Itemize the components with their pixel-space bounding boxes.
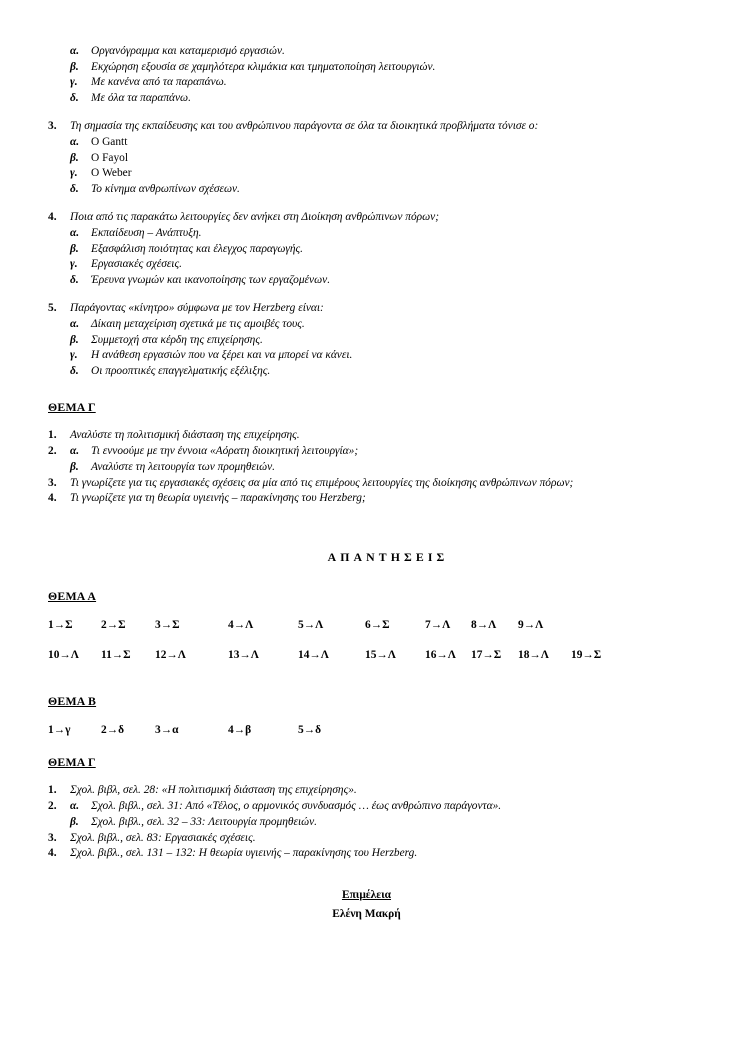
option-row bbox=[48, 257, 688, 273]
option-label: γ. bbox=[70, 76, 78, 89]
item-text: Σχολ. βιβλ., σελ. 31: Από «Τέλος, ο αρμονικός συνδυασμός … έως ανθρώπινο παράγοντα». bbox=[91, 800, 502, 813]
theme-gamma-question-list bbox=[48, 428, 688, 507]
item-number: 4. bbox=[48, 847, 57, 860]
arrow-icon: → bbox=[370, 619, 383, 632]
option-label: β. bbox=[70, 333, 79, 346]
item-number: 3. bbox=[48, 831, 57, 844]
answer-key-cell bbox=[298, 619, 323, 631]
item-number: 4. bbox=[48, 492, 57, 505]
answer-key-value: Σ bbox=[123, 649, 131, 662]
answer-key-value: Λ bbox=[488, 619, 497, 632]
option-label: β. bbox=[70, 242, 79, 255]
answer-key-cell bbox=[298, 724, 321, 736]
option-row bbox=[48, 242, 688, 258]
answer-key-cell bbox=[101, 619, 126, 631]
item-text: Σχολ. βιβλ., σελ. 131 – 132: Η θεωρία υγιεινής – παρακίνησης του Herzberg. bbox=[70, 847, 418, 860]
question-number: 3. bbox=[48, 120, 57, 133]
theme-gamma-item bbox=[48, 491, 688, 507]
item-text: Τι εννοούμε με την έννοια «Αόρατη διοικητική λειτουργία»; bbox=[91, 445, 359, 458]
answer-key-value: Λ bbox=[540, 649, 549, 662]
answer-key-value: Λ bbox=[250, 649, 259, 662]
answer-key-question-number: 2 bbox=[101, 619, 107, 632]
answer-key-value: Λ bbox=[315, 619, 324, 632]
item-number: 3. bbox=[48, 476, 57, 489]
arrow-icon: → bbox=[53, 724, 66, 737]
option-text: Εξασφάλιση ποιότητας και έλεγχος παραγωγής. bbox=[91, 242, 304, 255]
option-label: γ. bbox=[70, 258, 78, 271]
option-text: Ο Gantt bbox=[91, 135, 128, 148]
option-row bbox=[48, 135, 688, 151]
option-label: γ. bbox=[70, 167, 78, 180]
section-heading-theme-gamma: ΘΕΜΑ Γ bbox=[48, 400, 96, 415]
answer-key-question-number: 5 bbox=[298, 724, 304, 737]
answer-key-question-number: 10 bbox=[48, 649, 60, 662]
arrow-icon: → bbox=[239, 649, 251, 662]
answer-key-cell bbox=[155, 649, 186, 661]
option-text: Ο Fayol bbox=[91, 151, 129, 164]
arrow-icon: → bbox=[233, 619, 246, 632]
answer-key-question-number: 19 bbox=[571, 649, 583, 662]
theme-gamma-answer-item bbox=[48, 783, 688, 799]
option-label: α. bbox=[70, 45, 80, 57]
option-text: Οι προοπτικές επαγγελματικής εξέλιξης. bbox=[91, 364, 271, 377]
answer-key-question-number: 9 bbox=[518, 619, 524, 632]
answer-key-value: δ bbox=[315, 724, 322, 737]
theme-gamma-answer-item bbox=[48, 831, 688, 847]
question-row bbox=[48, 210, 688, 226]
answer-key-question-number: 4 bbox=[228, 724, 234, 737]
option-label: δ. bbox=[70, 182, 79, 195]
answer-key-cell bbox=[48, 649, 79, 661]
item-text: Σχολ. βιβλ, σελ. 28: «Η πολιτισμική διάσταση της επιχείρησης». bbox=[70, 784, 357, 797]
answer-key-cell bbox=[425, 619, 450, 631]
arrow-icon: → bbox=[166, 649, 178, 662]
answer-key-cell bbox=[365, 649, 396, 661]
option-label: β. bbox=[70, 151, 79, 164]
option-label: δ. bbox=[70, 364, 79, 377]
answer-key-row bbox=[48, 619, 688, 649]
option-row bbox=[48, 75, 688, 91]
answer-key-value: δ bbox=[118, 724, 125, 737]
option-row bbox=[48, 348, 688, 364]
theme-gamma-item bbox=[48, 428, 688, 444]
arrow-icon: → bbox=[430, 619, 443, 632]
answer-key-question-number: 15 bbox=[365, 649, 377, 662]
arrow-icon: → bbox=[582, 649, 594, 662]
answer-key-value: Λ bbox=[70, 649, 79, 662]
answer-key-row bbox=[48, 724, 688, 754]
question-row bbox=[48, 301, 688, 317]
answer-key-cell bbox=[48, 619, 73, 631]
option-row bbox=[48, 317, 688, 333]
option-text: Εκπαίδευση – Ανάπτυξη. bbox=[91, 226, 202, 239]
item-text: Σχολ. βιβλ., σελ. 83: Εργασιακές σχέσεις. bbox=[70, 831, 256, 844]
answer-key-cell bbox=[228, 724, 251, 736]
answer-key-cell bbox=[48, 724, 70, 736]
option-row bbox=[48, 273, 688, 289]
arrow-icon: → bbox=[106, 724, 119, 737]
option-row bbox=[48, 333, 688, 349]
item-sublabel: β. bbox=[70, 815, 79, 828]
answer-key-cell bbox=[571, 649, 601, 661]
theme-gamma-answer-item bbox=[48, 815, 688, 831]
answer-key-row bbox=[48, 649, 688, 679]
arrow-icon: → bbox=[476, 619, 489, 632]
option-text: Η ανάθεση εργασιών που να ξέρει και να μπορεί να κάνει. bbox=[91, 349, 353, 362]
option-row bbox=[48, 60, 688, 76]
question-number: 4. bbox=[48, 211, 57, 224]
option-list bbox=[48, 317, 688, 379]
answer-key-question-number: 16 bbox=[425, 649, 437, 662]
item-number: 1. bbox=[48, 429, 57, 442]
arrow-icon: → bbox=[59, 649, 71, 662]
arrow-icon: → bbox=[160, 724, 173, 737]
answer-key-cell bbox=[518, 649, 549, 661]
answer-key-cell bbox=[471, 649, 501, 661]
option-text: Έρευνα γνωμών και ικανοποίησης των εργαζομένων. bbox=[91, 273, 331, 286]
answer-key-value: Λ bbox=[387, 649, 396, 662]
answer-key-cell bbox=[298, 649, 329, 661]
arrow-icon: → bbox=[233, 724, 246, 737]
answer-key-value: Λ bbox=[442, 619, 451, 632]
answers-heading-theme-a: ΘΕΜΑ Α bbox=[48, 589, 97, 604]
answer-key-cell bbox=[365, 619, 390, 631]
option-text: Με κανένα από τα παραπάνω. bbox=[91, 76, 227, 89]
option-row bbox=[48, 44, 688, 60]
arrow-icon: → bbox=[303, 619, 316, 632]
item-text: Σχολ. βιβλ., σελ. 32 – 33: Λειτουργία προμηθειών. bbox=[91, 815, 318, 828]
question-text: Τη σημασία της εκπαίδευσης και του ανθρώπινου παράγοντα σε όλα τα διοικητικά προβλήματα τόνισε ο: bbox=[70, 120, 539, 133]
answer-key-value: γ bbox=[65, 724, 71, 737]
answers-heading-theme-c: ΘΕΜΑ Γ bbox=[48, 755, 96, 770]
answer-key-question-number: 12 bbox=[155, 649, 167, 662]
answer-key-question-number: 8 bbox=[471, 619, 477, 632]
question-block bbox=[48, 119, 688, 197]
option-text: Συμμετοχή στα κέρδη της επιχείρησης. bbox=[91, 333, 263, 346]
answer-key-question-number: 6 bbox=[365, 619, 371, 632]
answer-key-cell bbox=[228, 649, 259, 661]
answer-key-question-number: 11 bbox=[101, 649, 112, 662]
option-label: α. bbox=[70, 317, 80, 330]
answer-key-value: Σ bbox=[118, 619, 126, 632]
answer-key-question-number: 13 bbox=[228, 649, 240, 662]
arrow-icon: → bbox=[523, 619, 536, 632]
question-text: Παράγοντας «κίνητρο» σύμφωνα με τον Herzberg είναι: bbox=[70, 302, 324, 315]
answer-key-cell bbox=[471, 619, 496, 631]
document-body bbox=[48, 44, 688, 862]
arrow-icon: → bbox=[436, 649, 448, 662]
option-text: Εργασιακές σχέσεις. bbox=[91, 258, 182, 271]
answer-key-question-number: 2 bbox=[101, 724, 107, 737]
item-text: Τι γνωρίζετε για τις εργασιακές σχέσεις σα μία από τις επιμέρους λειτουργίες της διοίκησης ανθρώπινων πόρων; bbox=[70, 476, 574, 489]
option-text: Το κίνημα ανθρωπίνων σχέσεων. bbox=[91, 182, 240, 195]
answers-title: ΑΠΑΝΤΗΣΕΙΣ bbox=[327, 550, 449, 565]
footer-author-name: Ελένη Μακρή bbox=[332, 908, 401, 920]
arrow-icon: → bbox=[303, 724, 316, 737]
answer-key-value: Σ bbox=[382, 619, 390, 632]
arrow-icon: → bbox=[482, 649, 494, 662]
option-text: Ο Weber bbox=[91, 167, 132, 180]
answer-key-cell bbox=[425, 649, 456, 661]
theme-gamma-item bbox=[48, 476, 688, 492]
theme-gamma-answers-list bbox=[48, 783, 688, 862]
option-label: δ. bbox=[70, 91, 79, 104]
option-list bbox=[48, 135, 688, 197]
option-list bbox=[48, 226, 688, 288]
question-block bbox=[48, 301, 688, 379]
arrow-icon: → bbox=[529, 649, 541, 662]
document-footer bbox=[0, 886, 733, 924]
arrow-icon: → bbox=[53, 619, 66, 632]
theme-gamma-item bbox=[48, 444, 688, 460]
theme-gamma-answer-item bbox=[48, 846, 688, 862]
question-text: Ποια από τις παρακάτω λειτουργίες δεν ανήκει στη Διοίκηση ανθρώπινων πόρων; bbox=[70, 211, 440, 224]
answer-key-value: Σ bbox=[65, 619, 73, 632]
option-label: α. bbox=[70, 226, 80, 239]
answer-key-question-number: 14 bbox=[298, 649, 310, 662]
answer-key-question-number: 17 bbox=[471, 649, 483, 662]
answer-key-question-number: 3 bbox=[155, 619, 161, 632]
continued-options-list bbox=[48, 44, 688, 106]
option-text: Εκχώρηση εξουσία σε χαμηλότερα κλιμάκια και τμηματοποίηση λειτουργιών. bbox=[91, 60, 436, 73]
arrow-icon: → bbox=[111, 649, 124, 662]
answer-key-question-number: 5 bbox=[298, 619, 304, 632]
arrow-icon: → bbox=[106, 619, 119, 632]
item-sublabel: α. bbox=[70, 800, 80, 813]
answer-key-value: Λ bbox=[447, 649, 456, 662]
option-label: γ. bbox=[70, 349, 78, 362]
question-block bbox=[48, 210, 688, 288]
option-row bbox=[48, 182, 688, 198]
item-number: 1. bbox=[48, 784, 57, 797]
answer-key-value: β bbox=[245, 724, 252, 737]
arrow-icon: → bbox=[376, 649, 388, 662]
option-text: Οργανόγραμμα και καταμερισμό εργασιών. bbox=[91, 45, 285, 57]
theme-gamma-item bbox=[48, 460, 688, 476]
answer-key-value: Σ bbox=[593, 649, 602, 662]
option-row bbox=[48, 91, 688, 107]
answer-key-cell bbox=[155, 724, 178, 736]
option-label: δ. bbox=[70, 273, 79, 286]
answer-key-value: Σ bbox=[172, 619, 180, 632]
option-label: α. bbox=[70, 135, 80, 148]
answer-key-value: Λ bbox=[177, 649, 186, 662]
option-row bbox=[48, 151, 688, 167]
answer-key-cell bbox=[518, 619, 543, 631]
answer-key-value: Λ bbox=[245, 619, 254, 632]
arrow-icon: → bbox=[309, 649, 321, 662]
answer-key-question-number: 4 bbox=[228, 619, 234, 632]
answer-key-question-number: 3 bbox=[155, 724, 161, 737]
option-row bbox=[48, 364, 688, 380]
answer-key-question-number: 1 bbox=[48, 724, 54, 737]
item-text: Αναλύστε τη λειτουργία των προμηθειών. bbox=[91, 460, 276, 473]
item-number: 2. bbox=[48, 445, 57, 458]
item-text: Τι γνωρίζετε για τη θεωρία υγιεινής – παρακίνησης του Herzberg; bbox=[70, 492, 366, 505]
option-label: β. bbox=[70, 60, 79, 73]
answer-key-question-number: 18 bbox=[518, 649, 530, 662]
option-row bbox=[48, 166, 688, 182]
answers-heading-theme-b: ΘΕΜΑ Β bbox=[48, 694, 97, 709]
theme-gamma-answer-item bbox=[48, 799, 688, 815]
footer-title: Επιμέλεια bbox=[341, 889, 392, 901]
item-sublabel: α. bbox=[70, 445, 80, 458]
answer-key-cell bbox=[228, 619, 253, 631]
answer-key-cell bbox=[155, 619, 180, 631]
answer-key-cell bbox=[101, 649, 131, 661]
item-sublabel: β. bbox=[70, 460, 79, 473]
option-row bbox=[48, 226, 688, 242]
option-text: Με όλα τα παραπάνω. bbox=[91, 91, 191, 104]
answer-key-question-number: 1 bbox=[48, 619, 54, 632]
answer-key-cell bbox=[101, 724, 124, 736]
option-text: Δίκαιη μεταχείριση σχετικά με τις αμοιβές τους. bbox=[91, 317, 305, 330]
item-text: Αναλύστε τη πολιτισμική διάσταση της επιχείρησης. bbox=[70, 429, 300, 442]
question-number: 5. bbox=[48, 302, 57, 315]
answer-key-question-number: 7 bbox=[425, 619, 431, 632]
item-number: 2. bbox=[48, 800, 57, 813]
answer-key-value: Λ bbox=[320, 649, 329, 662]
question-row bbox=[48, 119, 688, 135]
answer-key-value: α bbox=[172, 724, 179, 737]
answer-key-value: Λ bbox=[535, 619, 544, 632]
answer-key-value: Σ bbox=[493, 649, 502, 662]
arrow-icon: → bbox=[160, 619, 173, 632]
